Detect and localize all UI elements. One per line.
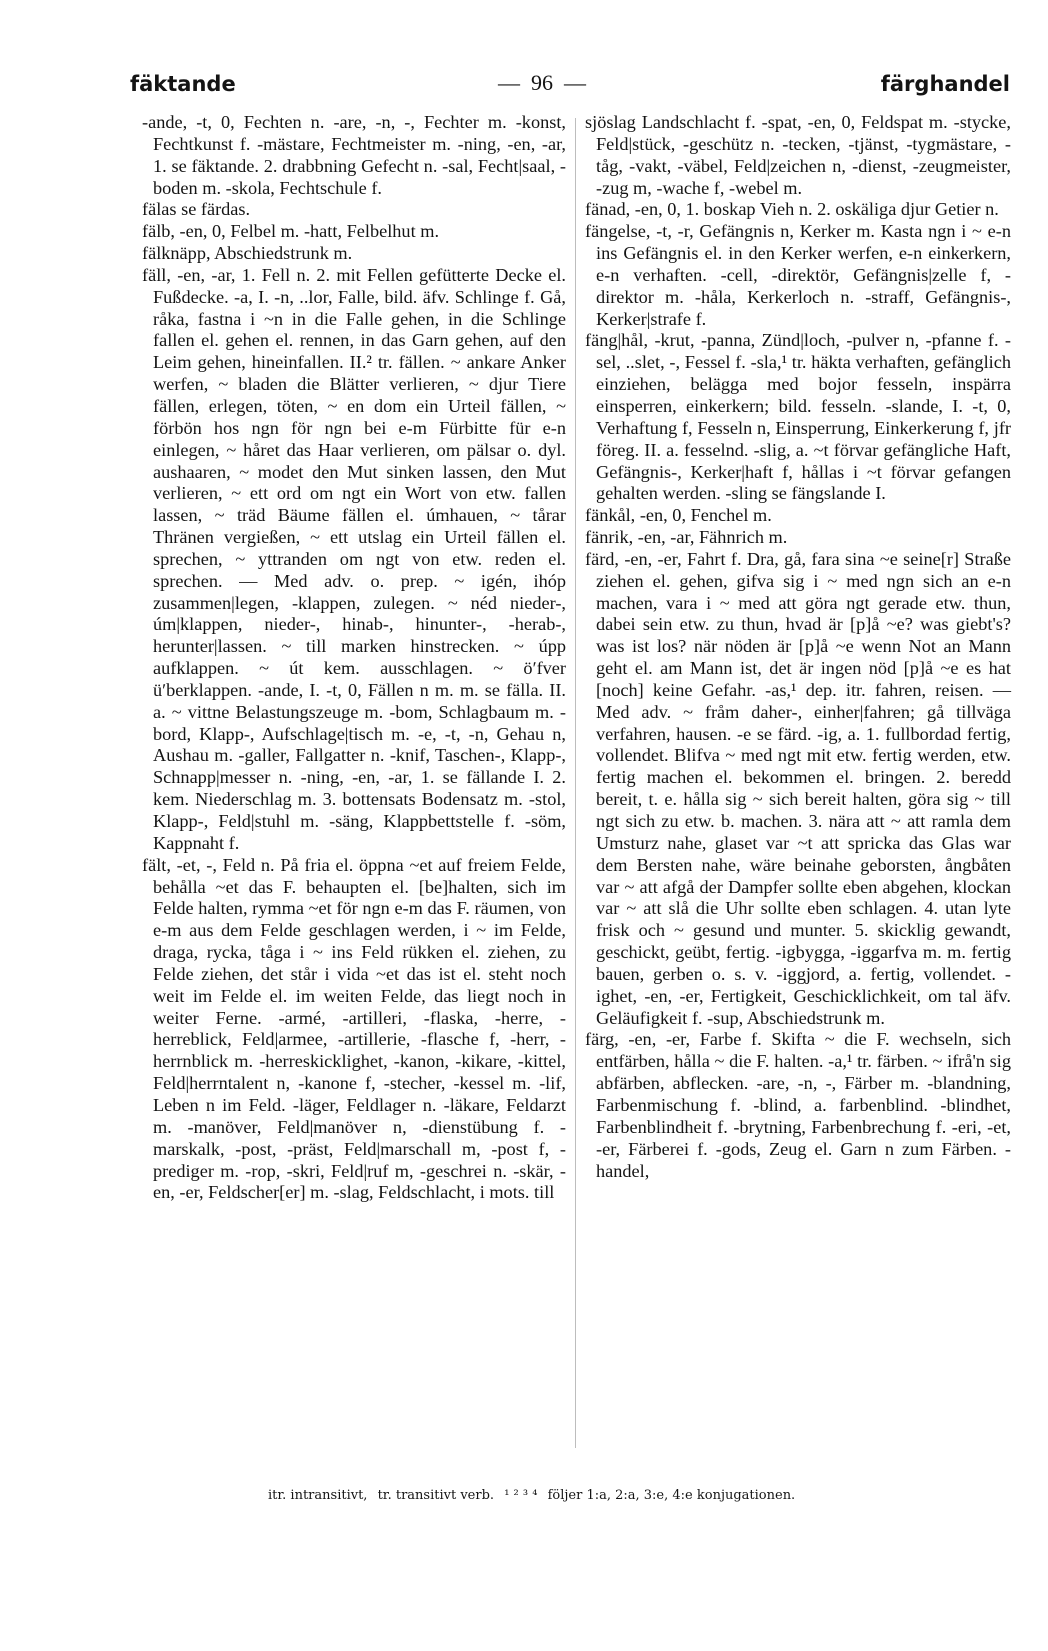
footer-conjugation-marks: ¹ ² ³ ⁴ — [504, 1488, 538, 1503]
entry-fanrik: fänrik, -en, -ar, Fähnrich m. — [585, 527, 788, 548]
entry-fard: färd, -en, -er, Fahrt f. Dra, gå, fara sina ~e seine[r] Straße ziehen el. gehen, gifva sig i ~ med ngn sich an e-n machen, vara i ~ med att göra ngt gerade etw. thun, dabei sein etw. zu thun, hvad är [p]å ~e? was giebt's? was ist los? när nöden är [p]å ~e wenn Not an Mann geht el. am Mann ist, det är ingen nöd [p]å ~e es hat [noch] keine Gefahr. -as,¹ dep. itr. fahren, reisen. — Med adv. ~ fråm daher-, einher|fahren; gå tillväga verfahren, hausen. -e se färd. -ig, a. 1. fullbordad fertig, vollendet. Blifva ~ med ngt mit etw. fertig werden, etw. fertig machen el. bekommen el. bringen. 2. beredd bereit, t. e. hålla sig ~ sich bereit halten, göra sig ~ till ngt sich zu etw. b. machen. 3. nära att ~ att ramla dem Umsturz nahe, glaset var ~t att spricka das Glas war dem Bersten nahe, wäre beinahe geborsten, ångbåten var ~ att afgå der Dampfer sollte eben abgehen, klockan var ~ att slå die Uhr sollte eben schlagen. 4. utan lyte frisk och ~ gesund und munter. 5. skicklig gewandt, geschickt, geübt, fertig. -igbygga, -iggarfva m. m. fertig bauen, gerben o. s. v. -iggjord, a. fertig, vollendet. -ighet, -en, -er, Fertigkeit, Geschicklichkeit, om tal äfv. Geläufigkeit f. -sup, Abschiedstrunk m. — [585, 548, 1011, 1028]
entry-faktande: -ande, -t, 0, Fechten n. -are, -n, -, Fechter m. -konst, Fechtkunst f. -mästare, Fechtmeister m. -ning, -en, -ar, 1. se fäktande. 2. drabbning Gefecht n. -sal, Fecht|saal, -boden m. -skola, Fechtschule f. — [142, 112, 566, 198]
left-column — [142, 112, 566, 1204]
entry-falb: fälb, -en, 0, Felbel m. -hatt, Felbelhut m. — [142, 221, 440, 242]
entry-fanad: fänad, -en, 0, 1. boskap Vieh n. 2. oskäliga djur Getier n. — [585, 199, 999, 220]
entry-fanghal: fäng|hål, -krut, -panna, Zünd|loch, -pulver n, -pfanne f. -sel, ..slet, -, Fessel f. -sla,¹ tr. häkta verhaften, gefänglich einziehen, belägga med bojor fesseln, inspärra einsperren, einkerkern; bild. fesseln. -slande, I. -t, 0, Verhaftung f, Fesseln n, Einsperrung, Einkerkerung f, jfr föreg. II. a. fesselnd. -slig, a. ~t förvar gefängliche Haft, Gefängnis-, Kerker|haft f, hållas i ~t förvar gefangen gehalten werden. -sling se fängslande I. — [585, 330, 1011, 504]
entry-fall: fäll, -en, -ar, 1. Fell n. 2. mit Fellen gefütterte Decke el. Fußdecke. -a, I. -n, ..lor, Falle, bild. äfv. Schlinge f. Gå, råka, fastna i ~n in die Falle gehen, in die Schlinge fallen el. gehen el. rennen, in das Garn gehen, auf den Leim gehen, hineinfallen. II.² tr. fällen. ~ ankare Anker werfen, ~ bladen die Blätter verlieren, ~ djur Tiere fällen, erlegen, töten, ~ en dom ein Urteil fällen, ~ förbön hos ngn för ngn bei e-m Fürbitte für e-n einlegen, ~ håret das Haar verlieren, om pälsar o. dyl. aushaaren, ~ modet den Mut sinken lassen, den Mut verlieren, ~ ett ord om ngt ein Wort von etw. fallen lassen, ~ träd Bäume fällen el. úmhauen, ~ tårar Thränen vergießen, ~ ett utslag ein Urteil fällen el. sprechen, ~ yttranden om ngt von etw. reden el. sprechen. — Med adv. o. prep. ~ igén, ihóp zusammen|legen, -klappen, zulegen. ~ néd nieder-, úm|klappen, nieder-, hinab-, hinunter-, -herab-, herunter|lassen. ~ till marken hinstrecken. ~ úpp aufklappen. ~ út kem. ausschlagen. ~ öʹfver üʹberklappen. -ande, I. -t, 0, Fällen n m. m. se fälla. II. a. ~ vittne Belastungszeuge m. -bom, Schlagbaum m. -bord, Klapp-, Aufschlage|tisch m. -e, -t, -n, Gehau n, Aushau m. -galler, Fallgatter n. -knif, Taschen-, Klapp-, Schnapp|messer n. -ning, -en, -ar, 1. se fällande I. 2. kem. Niederschlag m. 3. bottensats Bodensatz m. -stol, Klapp-, Feld|stuhl m. -säng, Klappbettstelle f. -söm, Kappnaht f. — [142, 264, 566, 853]
page-number: — 96 — — [498, 70, 586, 95]
entry-falas: fälas se färdas. — [142, 199, 251, 220]
page-header — [130, 68, 1010, 102]
footer-tr-note: tr. transitivt verb. — [377, 1488, 495, 1503]
entry-falt: fält, -et, -, Feld n. På fria el. öppna ~et auf freiem Felde, behålla ~et das F. behaupten el. [be]halten, sich im Felde halten, rymma ~et för ngn e-m das F. räumen, von e-m aus dem Felde geschlagen werden, i ~ im Felde, draga, rycka, tåga i ~ ins Feld rükken el. ziehen, zu Felde ziehen, det står i vida ~et das ist el. steht noch weit im Felde el. im weiten Felde, das liegt noch in weiter Ferne. -armé, -artilleri, -flaska, -herre, -herreblick, Feld|armee, -artillerie, -flasche f, -herr, -herrnblick m. -herreskicklighet, -kanon, -kikare, -kittel, Feld|herrntalent n, -kanone f, -stecher, -kessel m. -lif, Leben n im Feld. -läger, Feldlager n. -läkare, Feldarzt m. -manöver, Feld|manöver n, -dienstübung f. -marskalk, -post, -präst, Feld|marschall m, -post f, -prediger m. -rop, -skri, Feld|ruf m, -geschrei n. -skär, -en, -er, Feldscher[er] m. -slag, Feldschlacht, i mots. till — [142, 854, 566, 1203]
header-first-entry: fäktande — [130, 72, 236, 96]
entry-falknapp: fälknäpp, Abschiedstrunk m. — [142, 243, 353, 264]
footer-itr-note: itr. intransitivt, — [268, 1488, 368, 1503]
page-footer — [268, 1488, 1028, 1503]
footer-conjugation-note: följer 1:a, 2:a, 3:e, 4:e konjugationen. — [547, 1488, 796, 1503]
header-last-entry: färghandel — [880, 72, 1010, 96]
entry-falt-continued: sjöslag Landschlacht f. -spat, -en, 0, Feldspat m. -stycke, Feld|stück, -geschütz n. -tecken, -tjänst, -tygmästare, -tåg, -vakt, -väbel, Feld|zeichen n, -dienst, -zeugmeister, -zug m, -wache f, -webel m. — [585, 112, 1011, 198]
entry-farg: färg, -en, -er, Farbe f. Skifta ~ die F. wechseln, sich entfärben, hålla ~ die F. halten. -a,¹ tr. färben. ~ ifrå'n sig abfärben, abflecken. -are, -n, -, Färber m. -blandning, Farbenmischung f. -blind, a. farbenblind. -blindhet, Farbenblindheit f. -brytning, Farbenbrechung f. -eri, -et, -er, Färberei f. -gods, Zeug el. Garn n zum Färben. -handel, — [585, 1029, 1011, 1181]
right-column — [585, 112, 1011, 1182]
entry-fangelse: fängelse, -t, -r, Gefängnis n, Kerker m. Kasta ngn i ~ e-n ins Gefängnis el. in den Kerker werfen, e-n einkerkern, e-n verhaften. -cell, -direktör, Gefängnis|zelle f, -direktor m. -håla, Kerkerloch n. -straff, Gefängnis-, Kerker|strafe f. — [585, 221, 1011, 329]
entry-fankal: fänkål, -en, 0, Fenchel m. — [585, 505, 772, 526]
column-divider — [575, 118, 576, 1448]
